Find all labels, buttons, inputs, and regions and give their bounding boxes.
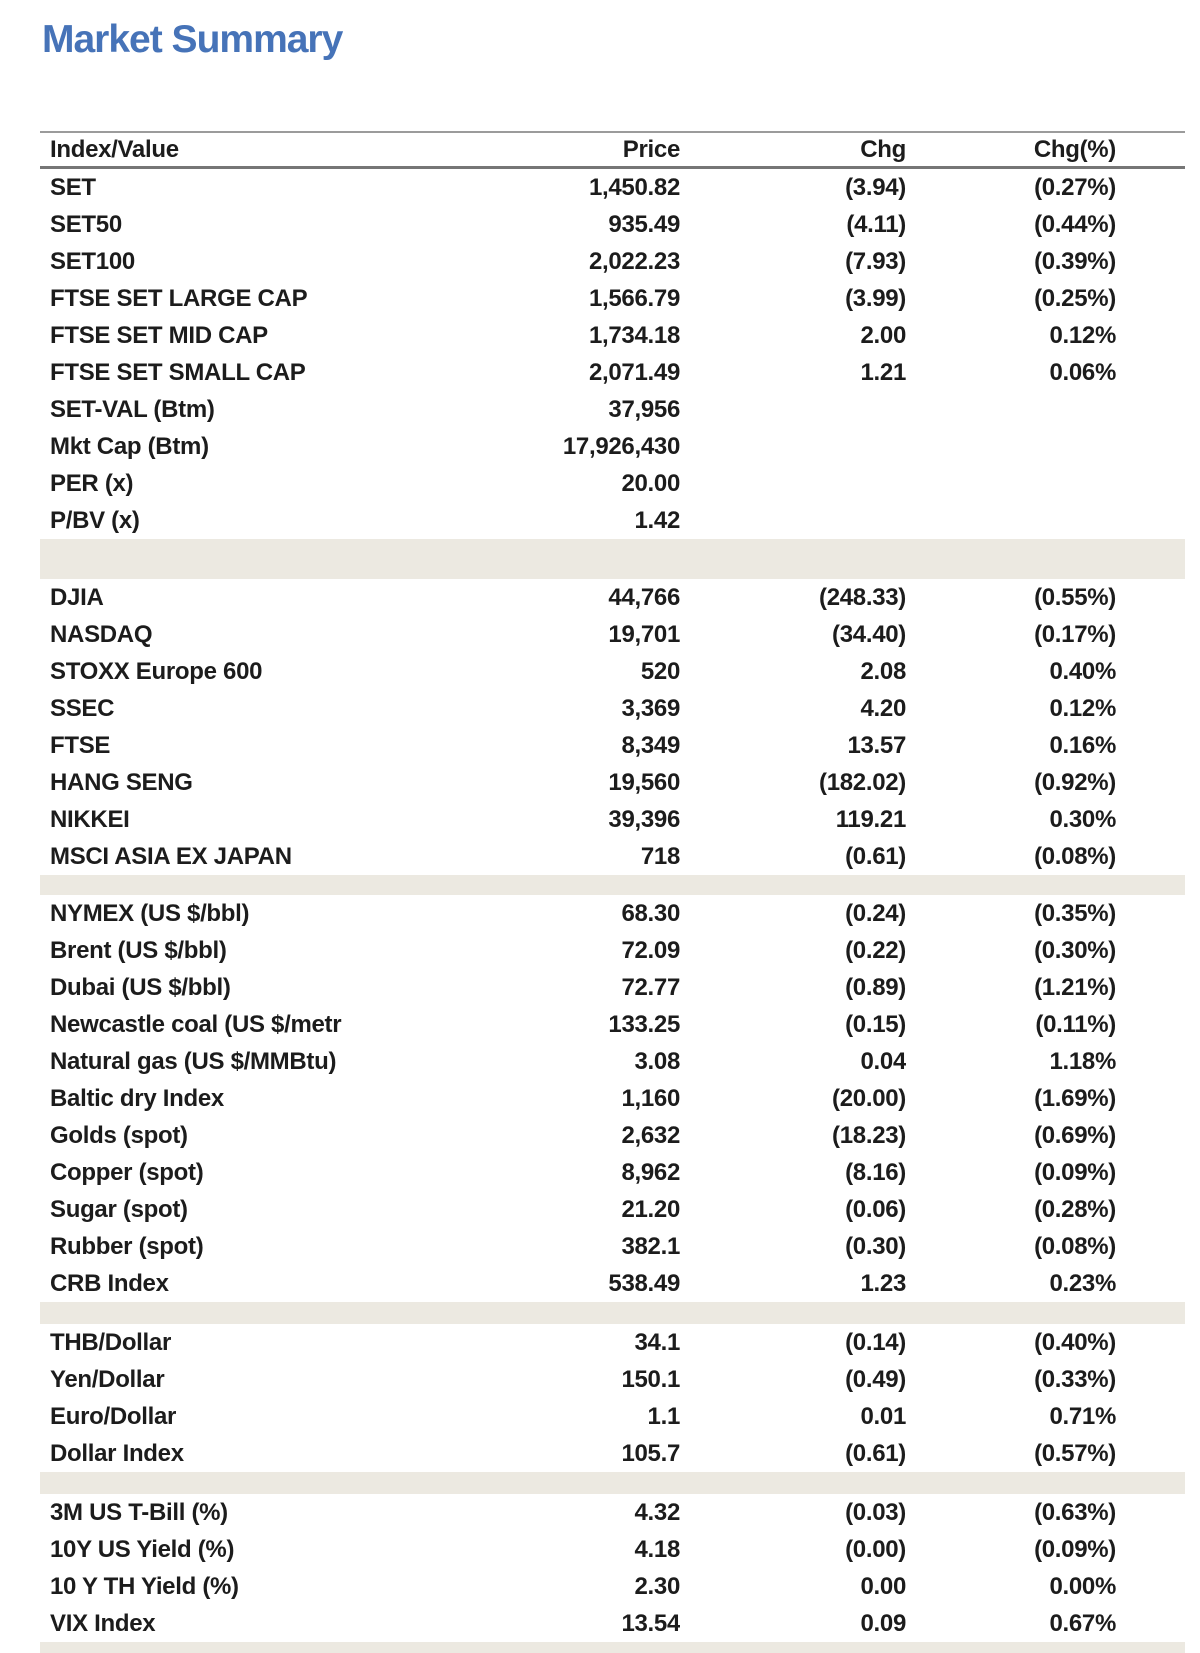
row-chg: (0.14): [845, 1328, 906, 1356]
row-chg-pct: 0.06%: [1049, 358, 1116, 386]
table-row: [40, 1117, 1185, 1154]
table-row: [40, 616, 1185, 653]
row-price: 68.30: [621, 899, 680, 927]
row-price: 72.77: [621, 973, 680, 1001]
row-price: 150.1: [621, 1365, 680, 1393]
row-price: 37,956: [608, 395, 680, 423]
row-chg-pct: 0.71%: [1049, 1402, 1116, 1430]
row-label: 10 Y TH Yield (%): [50, 1572, 239, 1600]
row-price: 21.20: [621, 1195, 680, 1223]
row-label: Dubai (US $/bbl): [50, 973, 231, 1001]
row-price: 2,632: [621, 1121, 680, 1149]
row-label: HANG SENG: [50, 768, 193, 796]
column-header-chg: Chg: [860, 135, 906, 163]
column-header-index-value: Index/Value: [50, 135, 179, 163]
row-chg-pct: 0.40%: [1049, 657, 1116, 685]
table-row: [40, 428, 1185, 465]
row-price: 105.7: [621, 1439, 680, 1467]
row-price: 4.32: [634, 1498, 680, 1526]
row-chg-pct: (0.17%): [1034, 620, 1116, 648]
table-row: [40, 801, 1185, 838]
row-chg: 1.21: [860, 358, 906, 386]
section-separator-band: [40, 1302, 1185, 1324]
row-label: THB/Dollar: [50, 1328, 172, 1356]
row-chg-pct: (0.69%): [1034, 1121, 1116, 1149]
table-row: [40, 1154, 1185, 1191]
table-row: [40, 1361, 1185, 1398]
row-price: 39,396: [608, 805, 680, 833]
row-label: VIX Index: [50, 1609, 156, 1637]
row-price: 44,766: [608, 583, 680, 611]
row-chg: 0.00: [860, 1572, 906, 1600]
section-separator-band: [40, 539, 1185, 579]
row-chg: (0.61): [845, 1439, 906, 1467]
row-chg: (0.15): [845, 1010, 906, 1038]
row-chg: 13.57: [847, 731, 906, 759]
row-chg: 2.08: [860, 657, 906, 685]
row-chg-pct: (0.27%): [1034, 173, 1116, 201]
table-row: [40, 1568, 1185, 1605]
column-header-price: Price: [622, 135, 680, 163]
table-row: [40, 969, 1185, 1006]
row-chg-pct: (0.08%): [1034, 842, 1116, 870]
row-chg: (7.93): [845, 247, 906, 275]
row-chg: 119.21: [835, 805, 906, 833]
row-chg-pct: (0.63%): [1034, 1498, 1116, 1526]
table-row: [40, 169, 1185, 206]
table-row: [40, 391, 1185, 428]
row-price: 1.1: [647, 1402, 680, 1430]
row-chg-pct: (0.55%): [1034, 583, 1116, 611]
row-price: 2,022.23: [588, 247, 680, 275]
row-label: Sugar (spot): [50, 1195, 188, 1223]
table-row: [40, 1435, 1185, 1472]
row-price: 3.08: [634, 1047, 680, 1075]
row-chg: (0.03): [845, 1498, 906, 1526]
table-header-row: [40, 131, 1185, 169]
table-row: [40, 206, 1185, 243]
row-chg: (182.02): [819, 768, 906, 796]
row-chg-pct: (1.69%): [1034, 1084, 1116, 1112]
table-body: [40, 169, 1185, 1653]
row-label: FTSE SET MID CAP: [50, 321, 268, 349]
row-label: Mkt Cap (Btm): [50, 432, 209, 460]
table-row: [40, 1080, 1185, 1117]
row-label: NYMEX (US $/bbl): [50, 899, 250, 927]
row-chg: 0.04: [860, 1047, 906, 1075]
row-chg-pct: (0.30%): [1034, 936, 1116, 964]
row-chg: (0.49): [845, 1365, 906, 1393]
row-chg: (3.99): [845, 284, 906, 312]
row-label: FTSE SET SMALL CAP: [50, 358, 306, 386]
row-label: SET100: [50, 247, 135, 275]
row-price: 4.18: [634, 1535, 680, 1563]
row-price: 1.42: [634, 506, 680, 534]
table-row: [40, 465, 1185, 502]
row-label: Copper (spot): [50, 1158, 204, 1186]
row-chg: (0.30): [845, 1232, 906, 1260]
row-chg: (0.24): [845, 899, 906, 927]
row-label: SET: [50, 173, 96, 201]
row-chg-pct: (0.39%): [1034, 247, 1116, 275]
row-chg: 0.01: [860, 1402, 906, 1430]
table-row: [40, 653, 1185, 690]
row-price: 3,369: [621, 694, 680, 722]
row-chg-pct: (0.11%): [1035, 1010, 1116, 1038]
row-label: Golds (spot): [50, 1121, 188, 1149]
row-label: Natural gas (US $/MMBtu): [50, 1047, 337, 1075]
row-chg: (248.33): [819, 583, 906, 611]
row-chg-pct: (1.21%): [1034, 973, 1116, 1001]
row-chg-pct: (0.92%): [1034, 768, 1116, 796]
row-price: 538.49: [608, 1269, 680, 1297]
table-row: [40, 895, 1185, 932]
row-label: STOXX Europe 600: [50, 657, 263, 685]
row-label: PER (x): [50, 469, 134, 497]
row-price: 19,701: [608, 620, 680, 648]
table-row: [40, 1265, 1185, 1302]
row-price: 2,071.49: [588, 358, 680, 386]
row-chg: (0.89): [845, 973, 906, 1001]
row-chg: 1.23: [860, 1269, 906, 1297]
table-row: [40, 502, 1185, 539]
table-row: [40, 1494, 1185, 1531]
row-label: DJIA: [50, 583, 104, 611]
row-chg: (4.11): [846, 210, 906, 238]
table-row: [40, 1605, 1185, 1642]
row-price: 13.54: [621, 1609, 680, 1637]
row-chg-pct: 0.12%: [1049, 694, 1116, 722]
row-chg: (0.00): [845, 1535, 906, 1563]
row-price: 935.49: [608, 210, 680, 238]
row-chg-pct: (0.08%): [1034, 1232, 1116, 1260]
row-chg: (3.94): [845, 173, 906, 201]
table-row: [40, 280, 1185, 317]
row-label: SSEC: [50, 694, 115, 722]
table-row: [40, 1043, 1185, 1080]
row-label: Yen/Dollar: [50, 1365, 165, 1393]
row-price: 20.00: [621, 469, 680, 497]
section-separator-band: [40, 875, 1185, 895]
section-separator-band: [40, 1642, 1185, 1653]
row-label: FTSE SET LARGE CAP: [50, 284, 308, 312]
table-row: [40, 838, 1185, 875]
row-chg: 0.09: [860, 1609, 906, 1637]
table-row: [40, 1531, 1185, 1568]
row-price: 133.25: [608, 1010, 680, 1038]
table-row: [40, 579, 1185, 616]
row-label: NIKKEI: [50, 805, 130, 833]
row-label: SET50: [50, 210, 122, 238]
row-price: 2.30: [634, 1572, 680, 1600]
table-row: [40, 1006, 1185, 1043]
page-title: Market Summary: [42, 18, 343, 61]
row-chg-pct: 0.16%: [1049, 731, 1116, 759]
row-chg-pct: 1.18%: [1049, 1047, 1116, 1075]
row-chg-pct: (0.09%): [1034, 1158, 1116, 1186]
row-chg-pct: (0.40%): [1034, 1328, 1116, 1356]
row-chg-pct: (0.33%): [1034, 1365, 1116, 1393]
row-label: FTSE: [50, 731, 111, 759]
row-chg-pct: 0.30%: [1049, 805, 1116, 833]
row-chg: 2.00: [860, 321, 906, 349]
row-label: Brent (US $/bbl): [50, 936, 227, 964]
row-price: 8,962: [621, 1158, 680, 1186]
row-label: 3M US T-Bill (%): [50, 1498, 228, 1526]
row-price: 34.1: [634, 1328, 680, 1356]
row-chg: (8.16): [845, 1158, 906, 1186]
row-chg: (0.06): [845, 1195, 906, 1223]
row-chg: (34.40): [832, 620, 906, 648]
row-chg: (0.61): [845, 842, 906, 870]
row-price: 1,450.82: [588, 173, 680, 201]
row-chg-pct: 0.23%: [1049, 1269, 1116, 1297]
row-chg-pct: (0.35%): [1034, 899, 1116, 927]
row-label: CRB Index: [50, 1269, 169, 1297]
column-header-chg-pct: Chg(%): [1033, 135, 1116, 163]
row-price: 520: [640, 657, 680, 685]
row-label: Baltic dry Index: [50, 1084, 224, 1112]
row-label: Euro/Dollar: [50, 1402, 177, 1430]
row-chg: (20.00): [832, 1084, 906, 1112]
table-row: [40, 1324, 1185, 1361]
row-price: 8,349: [621, 731, 680, 759]
table-row: [40, 1191, 1185, 1228]
table-row: [40, 1398, 1185, 1435]
table-row: [40, 317, 1185, 354]
row-chg-pct: (0.44%): [1034, 210, 1116, 238]
row-price: 382.1: [621, 1232, 680, 1260]
market-summary-table: [40, 131, 1185, 1653]
table-row: [40, 354, 1185, 391]
row-price: 1,160: [621, 1084, 680, 1112]
section-separator-band: [40, 1472, 1185, 1494]
row-chg-pct: (0.57%): [1034, 1439, 1116, 1467]
row-price: 17,926,430: [562, 432, 680, 460]
row-label: 10Y US Yield (%): [50, 1535, 235, 1563]
row-price: 718: [640, 842, 680, 870]
table-row: [40, 727, 1185, 764]
row-label: MSCI ASIA EX JAPAN: [50, 842, 292, 870]
table-row: [40, 1228, 1185, 1265]
row-chg-pct: (0.25%): [1034, 284, 1116, 312]
table-row: [40, 690, 1185, 727]
row-price: 72.09: [621, 936, 680, 964]
row-chg: 4.20: [860, 694, 906, 722]
row-chg-pct: (0.28%): [1034, 1195, 1116, 1223]
row-chg: (0.22): [845, 936, 906, 964]
row-label: Newcastle coal (US $/metr: [50, 1010, 342, 1038]
row-label: SET-VAL (Btm): [50, 395, 215, 423]
row-label: NASDAQ: [50, 620, 153, 648]
row-chg-pct: 0.12%: [1049, 321, 1116, 349]
row-chg: (18.23): [832, 1121, 906, 1149]
row-label: P/BV (x): [50, 506, 140, 534]
table-row: [40, 764, 1185, 801]
row-price: 19,560: [608, 768, 680, 796]
row-chg-pct: 0.00%: [1049, 1572, 1116, 1600]
row-price: 1,566.79: [588, 284, 680, 312]
row-label: Rubber (spot): [50, 1232, 204, 1260]
row-chg-pct: (0.09%): [1034, 1535, 1116, 1563]
row-label: Dollar Index: [50, 1439, 184, 1467]
row-chg-pct: 0.67%: [1049, 1609, 1116, 1637]
row-price: 1,734.18: [588, 321, 680, 349]
table-row: [40, 932, 1185, 969]
table-row: [40, 243, 1185, 280]
